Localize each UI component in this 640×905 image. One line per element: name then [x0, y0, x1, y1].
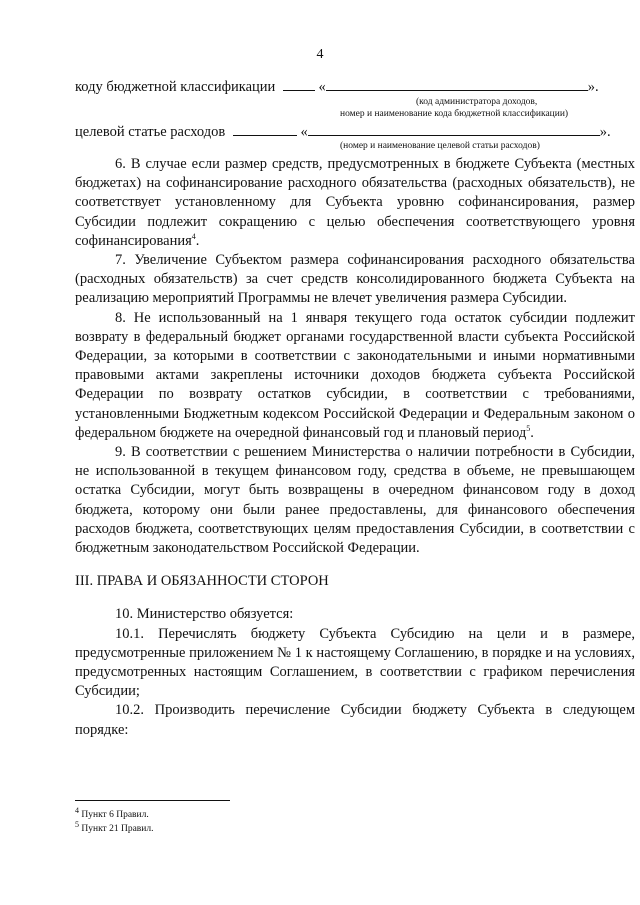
page-number: 4 [316, 47, 324, 62]
paragraph-10-1: 10.1. Перечислять бюджету Субъекта Субсидию на цели и в размере, предусмотренные приложением № 1 к настоящему Соглашению, в порядке и на условиях, предусмотренных настоящим Соглашением, в соответствии с графиком перечисления Субсидии; [75, 625, 635, 700]
footnote-separator [75, 800, 230, 801]
footnote-ref-4: 4 [191, 231, 196, 241]
budget-code-blank [326, 78, 588, 91]
paragraph-6: 6. В случае если размер средств, предусмотренных в бюджете Субъекта (местных бюджетах) на софинансирование расходного обязательства (расходных обязательств), не соответствует установленному для Субъекта уровню софинансирования, размер Субсидии подлежит сокращению с целью обеспечения соответствующего уровня софинансирования$^4$. [75, 156, 635, 249]
document-body [75, 155, 635, 740]
footnote-5: $^5$ Пункт 21 Правил. [75, 819, 154, 834]
budget-code-label: коду бюджетной классификации [75, 79, 276, 95]
paragraph-9: 9. В соответствии с решением Министерства о наличии потребности в Субсидии, не использованной в текущем финансовом году, средства в объеме, не превышающем остатка Субсидии, могут быть возвращены в очередном финансовом году в доход бюджета, которому они были ранее предоставлены, для финансового обеспечения расходов бюджета, соответствующих целям предоставления Субсидии, в соответствии с бюджетным законодательством Российской Федерации. [75, 444, 635, 557]
blank-underline [283, 78, 315, 91]
close-quote: ». [599, 124, 611, 140]
budget-code-caption-1: (код администратора доходов, [416, 97, 538, 107]
budget-code-caption-2: номер и наименование кода бюджетной классификации) [340, 109, 569, 119]
paragraph-10: 10. Министерство обязуется: [115, 606, 294, 623]
target-item-label: целевой статье расходов [75, 124, 226, 140]
paragraph-10-2: 10.2. Производить перечисление Субсидии бюджету Субъекта в следующем порядке: [75, 702, 635, 738]
paragraph-8: 8. Не использованный на 1 января текущего года остаток субсидии подлежит возврату в федеральный бюджет органами государственной власти субъекта Российской Федерации, за которыми в соответствии с законодательными и иными нормативными правовыми актами закреплены источники доходов бюджета субъекта Российской Федерации по возврату остатков субсидии, в соответствии с требованиями, установленными Бюджетным кодексом Российской Федерации и Федеральным законом о федеральном бюджете на очередной финансовый год и плановый период$^5$. [75, 309, 635, 441]
footnote-ref-5: 5 [526, 424, 531, 434]
open-quote: « [300, 124, 308, 140]
target-item-caption: (номер и наименование целевой статьи расходов) [340, 141, 540, 151]
target-item-blank [308, 123, 600, 136]
section-heading: III. ПРАВА И ОБЯЗАННОСТИ СТОРОН [75, 573, 329, 590]
blank-underline [233, 123, 297, 136]
close-quote: ». [587, 79, 599, 95]
target-item-line [75, 123, 635, 141]
paragraph-7: 7. Увеличение Субъектом размера софинансирования расходного обязательства (расходных обязательств) за счет средств консолидированного бюджета Субъекта на реализацию мероприятий Программы не влечет увеличения размера Субсидии. [75, 252, 635, 307]
footnote-4: $^4$ Пункт 6 Правил. [75, 805, 149, 820]
open-quote: « [318, 79, 326, 95]
budget-code-line [75, 78, 635, 96]
